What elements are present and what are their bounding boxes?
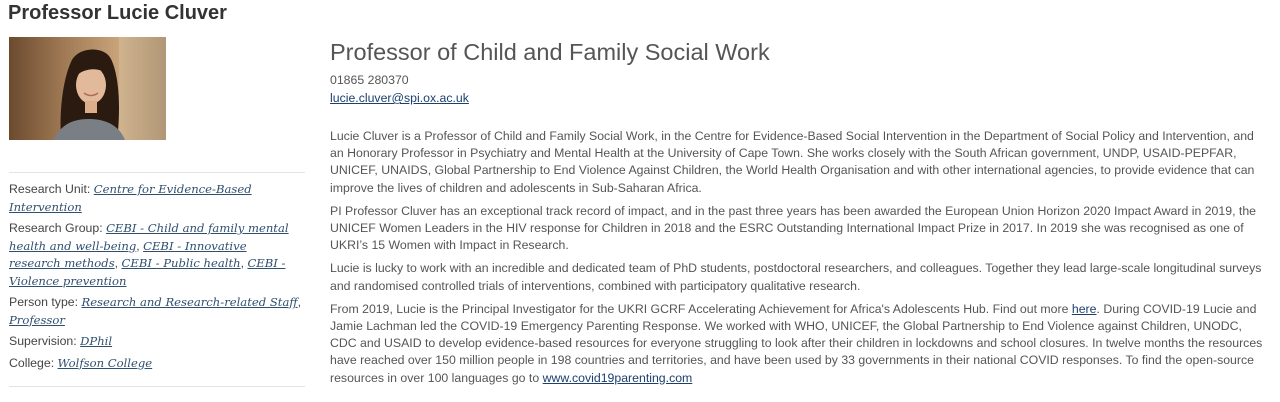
person-type-link[interactable]: Research and Research-related Staff (81, 295, 298, 309)
research-unit-label: Research Unit: (9, 182, 91, 196)
research-group-link[interactable]: CEBI - Violence prevention (9, 256, 286, 288)
covid-parenting-link[interactable]: www.covid19parenting.com (542, 370, 693, 385)
hub-link[interactable]: here (1071, 301, 1097, 316)
email-link[interactable]: lucie.cluver@spi.ox.ac.uk (330, 91, 469, 105)
research-group-row: Research Group: CEBI - Child and family mental health and well-being, CEBI - Innovative research methods, CEBI - Public health, CEBI - Violence prevention (9, 221, 289, 288)
divider (9, 172, 305, 173)
profile-meta (9, 181, 301, 376)
person-type-link[interactable]: Professor (9, 312, 65, 327)
bio-paragraph (330, 301, 1270, 387)
portrait-photo-icon (9, 37, 166, 140)
bio-text: . During COVID-19 Lucie and Jamie Lachman led the COVID-19 Emergency Parenting Response. We worked with WHO, UNICEF, the Global Partnership to End Violence against Children, UNODC, CDC and USAID to develop evidence-based resources for everyone struggling to look after their children in lockdowns and school closures. In twelve months the resources have reached over 150 million people in 198 countries and territories, and have been used by 33 governments in their national COVID responses. To find the open-source resources in over 100 languages go to (330, 301, 1263, 385)
research-group-link[interactable]: CEBI - Innovative research methods (9, 238, 247, 270)
research-group-label: Research Group: (9, 221, 103, 235)
contact-block (330, 71, 1270, 107)
research-unit-row (9, 181, 301, 216)
college-row (9, 355, 301, 373)
phone-number: 01865 280370 (330, 73, 409, 87)
college-link[interactable]: Wolfson College (57, 355, 153, 370)
supervision-link[interactable]: DPhil (80, 334, 113, 348)
profile-photo (9, 37, 166, 140)
bio-text: From 2019, Lucie is the Principal Investigator for the UKRI GCRF Accelerating Achievement for Africa's Adolescents Hub. Find out more (330, 301, 1072, 316)
supervision-row (9, 333, 301, 351)
job-title: Professor of Child and Family Social Work (330, 39, 770, 65)
supervision-label: Supervision: (9, 334, 77, 348)
divider (9, 386, 305, 387)
person-type-label: Person type: (9, 295, 79, 309)
bio-paragraph: Lucie Cluver is a Professor of Child and Family Social Work, in the Centre for Evidence-Based Social Intervention in the Department of Social Policy and Intervention, and an Honorary Professor in Psychiatry and Mental Health at the University of Cape Town. She works closely with the South African government, UNDP, USAID-PEPFAR, UNICEF, UNAIDS, Global Partnership to End Violence Against Children, the World Health Organisation and with other international agencies, to provide evidence that can improve the lives of children and adolescents in Sub-Saharan Africa. (330, 129, 1255, 195)
profile-main (330, 37, 1270, 393)
profile-name: Professor Lucie Cluver (8, 2, 227, 24)
biography (330, 128, 1270, 387)
person-type-row: Person type: Research and Research-related Staff, Professor (9, 295, 301, 327)
bio-paragraph: Lucie is lucky to work with an incredible and dedicated team of PhD students, postdoctoral researchers, and colleagues. Together they lead large-scale longitudinal surveys and randomised controlled trials of interventions, combined with participatory qualitative research. (330, 261, 1262, 293)
research-group-link[interactable]: CEBI - Child and family mental health and well-being (9, 221, 289, 253)
college-label: College: (9, 355, 55, 370)
research-unit-link[interactable]: Centre for Evidence-Based Intervention (9, 182, 252, 214)
bio-paragraph: PI Professor Cluver has an exceptional track record of impact, and in the past three years has been awarded the European Union Horizon 2020 Impact Award in 2019, the UNICEF Women Leaders in the HIV response for Children in 2018 and the ESRC Outstanding International Impact Prize in 2017. In 2019 she was recognised as one of UKRI’s 15 Women with Impact in Research. (330, 203, 1256, 253)
research-group-link[interactable]: CEBI - Public health (121, 256, 241, 270)
